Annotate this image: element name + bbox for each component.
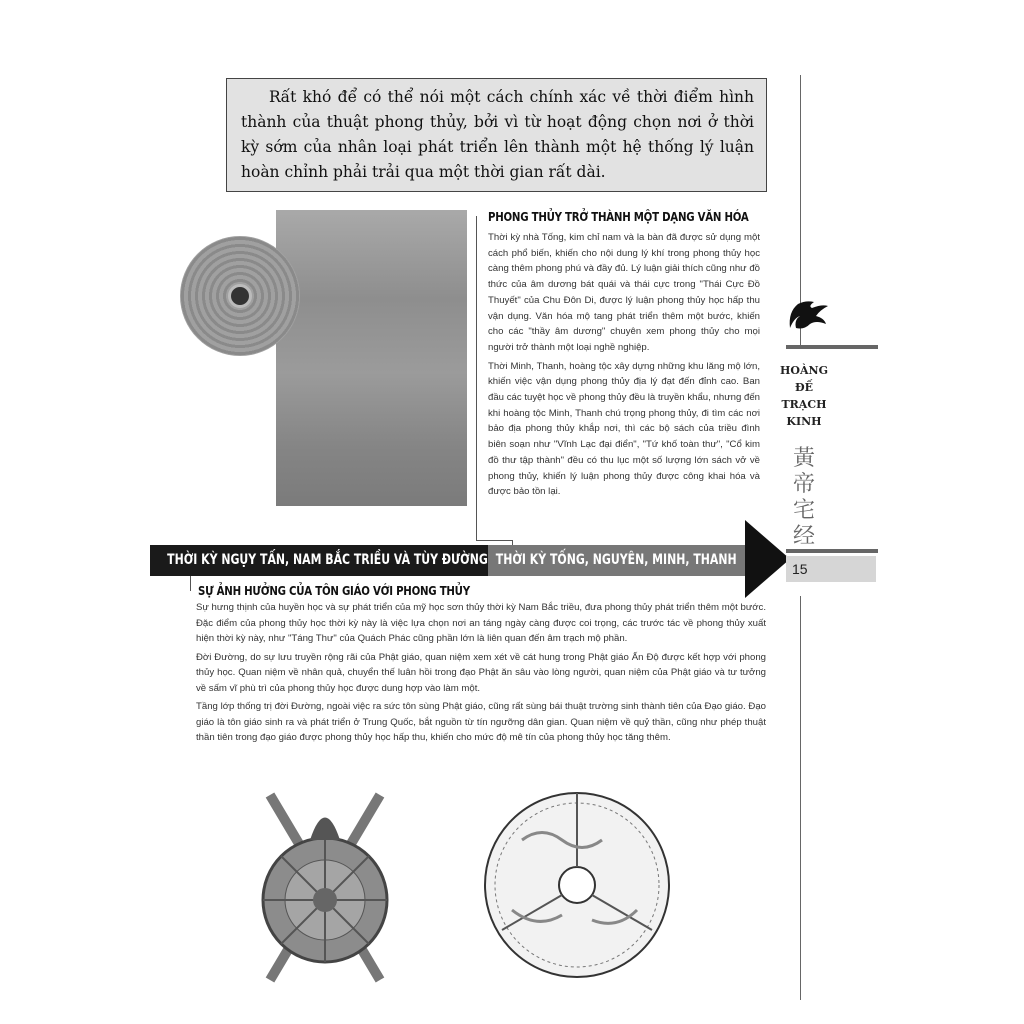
sidebar-divider [786, 549, 878, 553]
chinese-char: 帝 [792, 471, 815, 496]
title-line: HOÀNG [780, 364, 828, 377]
sidebar-rule [800, 596, 801, 1000]
chinese-char: 宅 [792, 497, 815, 522]
connector-line [476, 216, 477, 540]
timeline-period-2 [488, 545, 745, 576]
dragon-logo-icon [786, 298, 830, 334]
book-title [778, 362, 830, 430]
connector-line [476, 540, 512, 541]
section2-body [196, 600, 766, 749]
connector-line [190, 576, 191, 591]
intro-box [226, 78, 767, 192]
period-label: THỜI KỲ TỐNG, NGUYÊN, MINH, THANH [495, 552, 737, 568]
title-line: KINH [786, 415, 822, 428]
sidebar-divider [786, 345, 878, 349]
section2-heading: SỰ ẢNH HƯỞNG CỦA TÔN GIÁO VỚI PHONG THỦY [198, 584, 470, 598]
page-number: 15 [786, 556, 876, 582]
period-label: THỜI KỲ NGỤY TẤN, NAM BẮC TRIỀU VÀ TÙY ĐƯỜNG [167, 552, 488, 568]
paragraph: Đời Đường, do sự lưu truyền rộng rãi của Phật giáo, quan niệm xem xét về cát hung trong Phật giáo Ấn Độ được kết hợp với phong thủy học. Quan niệm về nhân quả, chuyển thế luân hồi trong đạo Phật ăn sâu vào lòng người, quan niệm của Phật giáo và tư tưởng về sấm vĩ phù trì của phong thủy học được dung hợp vào làm một. [196, 651, 766, 694]
intro-text: Rất khó để có thể nói một cách chính xác về thời điểm hình thành của thuật phong thủy, bởi vì từ hoạt động chọn nơi ở thời kỳ sớm của nhân loại phát triển lên thành một hệ thống lý luận hoàn chỉnh phải trải qua một thời gian rất dài. [241, 88, 754, 181]
paragraph: Thời kỳ nhà Tống, kim chỉ nam và la bàn đã được sử dụng một cách phổ biến, khiến cho nội dung lý khí trong phong thủy học càng thêm phong phú và đầy đủ. Lý luận giải thích cũng như đồ thức của âm dương bát quái và thái cực trong "Thái Cực Đồ Thuyết" của Chu Đôn Di, được lý luận phong thủy học hấp thu vận dụng. Văn hóa mộ tang phát triển thêm một bước, khiến cho các "thầy âm dương" chuyên xem phong thủy cho mọi người trở thành một loại nghề nghiệp. [488, 232, 760, 353]
compass-image [180, 236, 300, 356]
palace-painting-image [276, 210, 467, 506]
buddhist-wheel-image [250, 790, 400, 985]
paragraph: Tầng lớp thống trị đời Đường, ngoài việc ra sức tôn sùng Phật giáo, cũng rất sùng bái thuật trường sinh thành tiên của Đạo giáo. Đạo giáo là tôn giáo sinh ra và phát triển ở Trung Quốc, bắt nguồn từ tín ngưỡng dân gian. Quan niệm về quỷ thần, cũng như phép thuật thần tiên trong đạo giáo được phong thủy học hấp thu, khiến cho mức độ mê tín của phong thủy học tăng thêm. [196, 701, 766, 743]
timeline-period-1 [150, 545, 488, 576]
paragraph: Sự hưng thịnh của huyền học và sự phát triển của mỹ học sơn thủy thời kỳ Nam Bắc triều, đưa phong thủy phát triển thêm một bước. Đặc điểm của phong thủy học thời kỳ này là việc lựa chọn nơi an táng ngày càng được coi trọng, các trước tác về phong thủy xuất hiện thời kỳ này, như "Táng Thư" của Quách Phác cũng phần lớn là liên quan đến âm trạch mộ phần. [196, 602, 766, 644]
section1-body [488, 230, 760, 503]
title-line: ĐẾ [795, 381, 813, 394]
paragraph: Thời Minh, Thanh, hoàng tộc xây dựng những khu lăng mộ lớn, khiến việc vận dụng phong thủy địa lý đạt đến đỉnh cao. Ban đầu các tuyệt học về phong thủy đều là truyền khẩu, nhưng đến khi hoàng tộc Minh, Thanh chú trọng phong thủy, đi tìm các nơi bảo địa phong thủy khắp nơi, thì các bộ sách của triều đình biên soạn như "Vĩnh Lạc đại điển", "Tứ khố toàn thư", "Cổ kim đồ thư tập thành" đều có thu lục một số lượng lớn sách vở về phong thủy, khiến lý luận phong thủy được công khai hóa và được bảo tồn lại. [488, 360, 760, 498]
timeline-arrow-icon [745, 520, 790, 598]
chinese-char: 黃 [792, 445, 815, 470]
chinese-title [786, 445, 822, 549]
title-line: TRẠCH [781, 398, 827, 411]
feng-shui-disk-image [482, 790, 672, 980]
compass-center [228, 284, 252, 308]
chinese-char: 经 [792, 523, 815, 548]
section1-heading: PHONG THỦY TRỞ THÀNH MỘT DẠNG VĂN HÓA [488, 210, 749, 224]
